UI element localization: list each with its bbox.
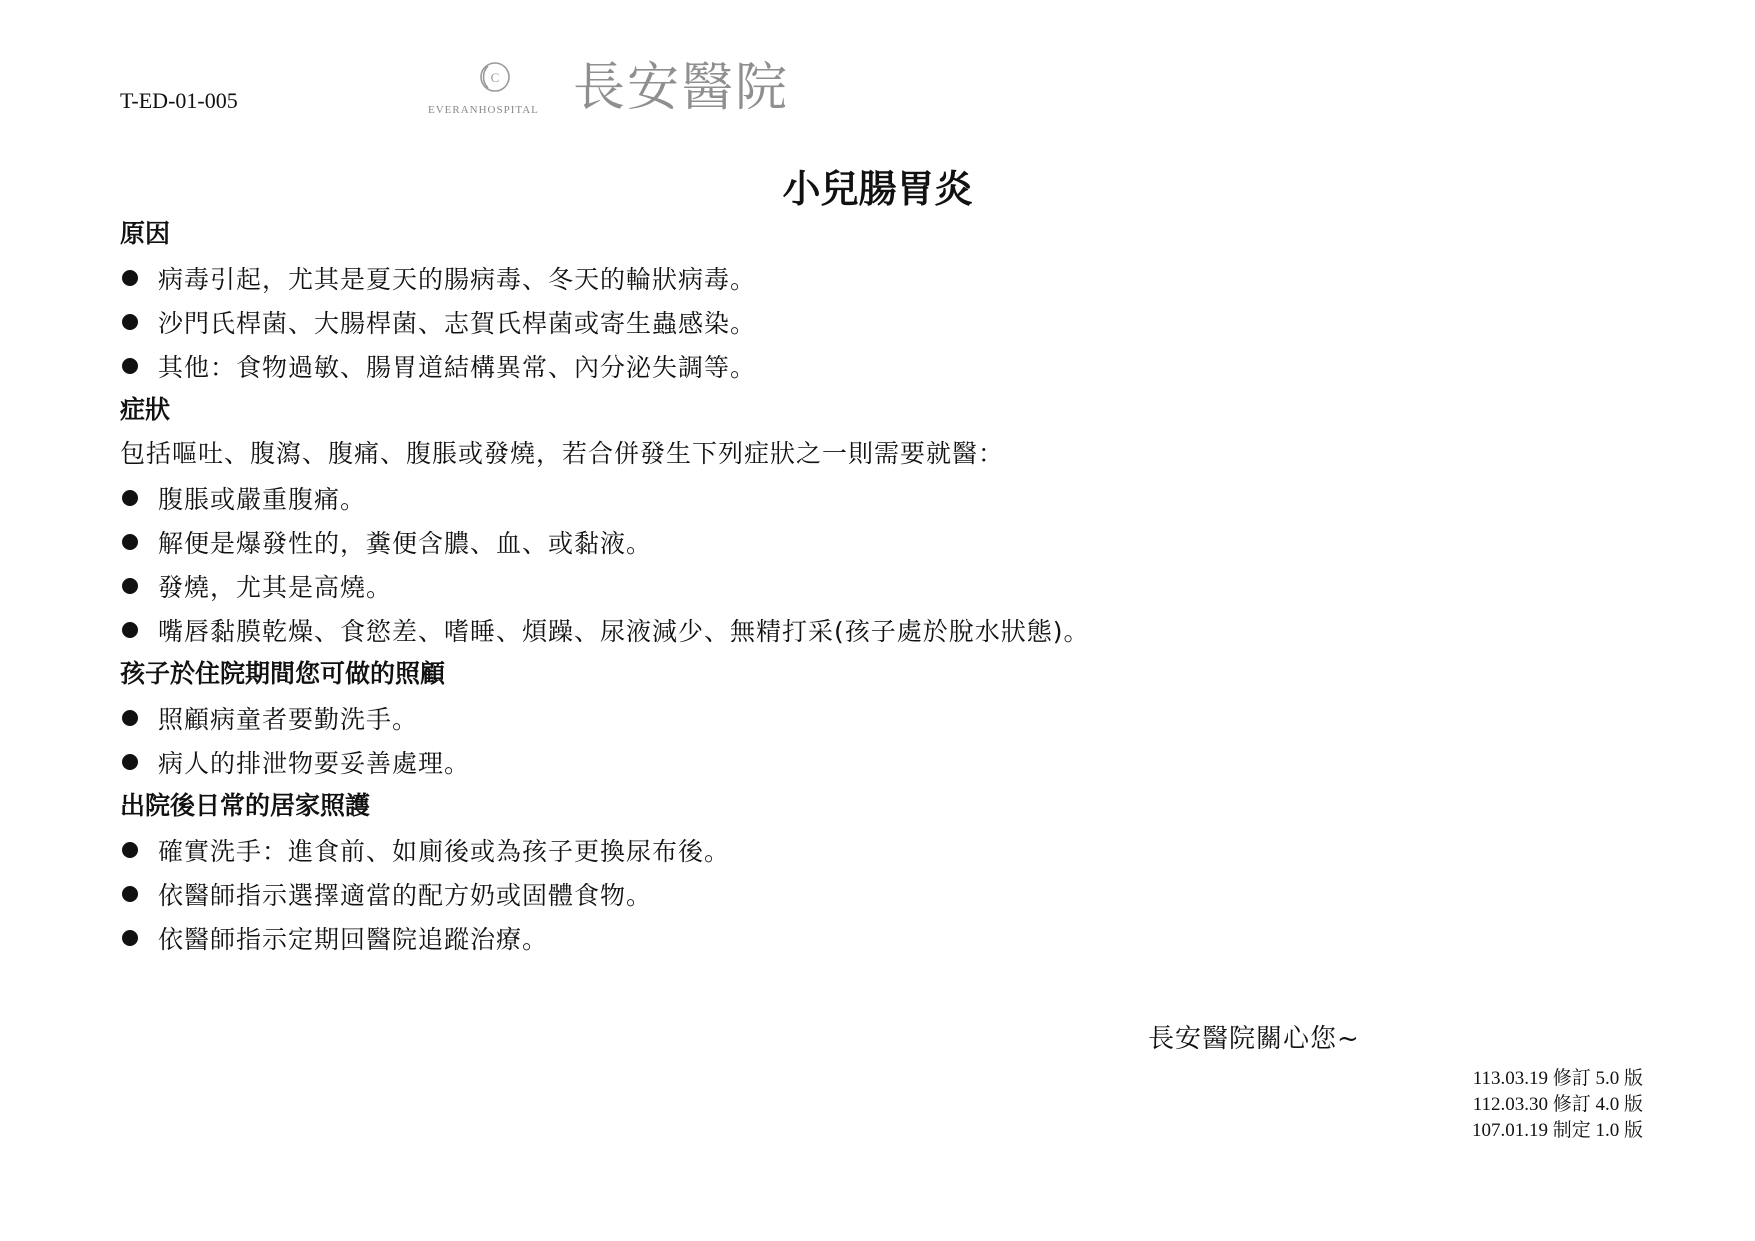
section-heading: 孩子於住院期間您可做的照顧 — [120, 659, 446, 688]
bullet-list — [120, 256, 1420, 388]
hospital-logo — [428, 56, 848, 126]
list-item — [120, 608, 1420, 652]
bullet-icon — [122, 578, 138, 594]
bullet-icon — [122, 930, 138, 946]
list-item — [120, 916, 1420, 960]
revision-line: 107.01.19 制定 1.0 版 — [1471, 1120, 1643, 1141]
list-item-text: 病毒引起，尤其是夏天的腸病毒、冬天的輪狀病毒。 — [158, 265, 757, 294]
closing-message: 長安醫院關心您~ — [1148, 1024, 1360, 1054]
bullet-icon — [122, 842, 138, 858]
section-home-care — [120, 784, 1420, 960]
bullet-icon — [122, 358, 138, 374]
list-item — [120, 300, 1420, 344]
bullet-icon — [122, 622, 138, 638]
list-item — [120, 740, 1420, 784]
logo-english-name: EVERANHOSPITAL — [428, 104, 539, 116]
document-code: T-ED-01-005 — [120, 88, 238, 113]
list-item-text: 沙門氏桿菌、大腸桿菌、志賀氏桿菌或寄生蟲感染。 — [158, 309, 757, 338]
list-item-text: 病人的排泄物要妥善處理。 — [158, 749, 471, 778]
list-item-text: 照顧病童者要勤洗手。 — [158, 705, 419, 734]
bullet-icon — [122, 754, 138, 770]
bullet-list — [120, 696, 1420, 784]
list-item — [120, 520, 1420, 564]
list-item — [120, 872, 1420, 916]
list-item — [120, 564, 1420, 608]
list-item-text: 嘴唇黏膜乾燥、食慾差、嗜睡、煩躁、尿液減少、無精打采(孩子處於脫水狀態)。 — [158, 617, 1090, 646]
list-item-text: 確實洗手：進食前、如廁後或為孩子更換尿布後。 — [158, 837, 731, 866]
list-item — [120, 696, 1420, 740]
list-item-text: 依醫師指示選擇適當的配方奶或固體食物。 — [158, 881, 653, 910]
list-item — [120, 256, 1420, 300]
revision-history — [1472, 1066, 1643, 1144]
bullet-icon — [122, 490, 138, 506]
list-item-text: 依醫師指示定期回醫院追蹤治療。 — [158, 925, 549, 954]
list-item-text: 發燒，尤其是高燒。 — [158, 573, 393, 602]
section-inpatient-care — [120, 652, 1420, 784]
bullet-list — [120, 476, 1420, 652]
bullet-list — [120, 828, 1420, 960]
section-heading: 症狀 — [120, 395, 171, 424]
document-body — [120, 212, 1420, 960]
list-item-text: 其他：食物過敏、腸胃道結構異常、內分泌失調等。 — [158, 353, 757, 382]
list-item — [120, 828, 1420, 872]
bullet-icon — [122, 886, 138, 902]
hospital-emblem-icon — [478, 60, 512, 94]
list-item — [120, 476, 1420, 520]
revision-line: 112.03.30 修訂 4.0 版 — [1472, 1094, 1643, 1115]
bullet-icon — [122, 534, 138, 550]
list-item — [120, 344, 1420, 388]
bullet-icon — [122, 314, 138, 330]
svg-text:C: C — [490, 70, 500, 85]
bullet-icon — [122, 710, 138, 726]
bullet-icon — [122, 270, 138, 286]
list-item-text: 解便是爆發性的，糞便含膿、血、或黏液。 — [158, 529, 653, 558]
page-title: 小兒腸胃炎 — [782, 167, 973, 211]
revision-line: 113.03.19 修訂 5.0 版 — [1472, 1068, 1643, 1089]
symptoms-intro: 包括嘔吐、腹瀉、腹痛、腹脹或發燒，若合併發生下列症狀之一則需要就醫： — [120, 439, 1005, 468]
section-heading: 出院後日常的居家照護 — [120, 791, 371, 820]
logo-chinese-name: 長安醫院 — [573, 58, 790, 118]
section-cause — [120, 212, 1420, 388]
list-item-text: 腹脹或嚴重腹痛。 — [158, 485, 367, 514]
section-symptoms — [120, 388, 1420, 652]
section-heading: 原因 — [120, 219, 171, 248]
